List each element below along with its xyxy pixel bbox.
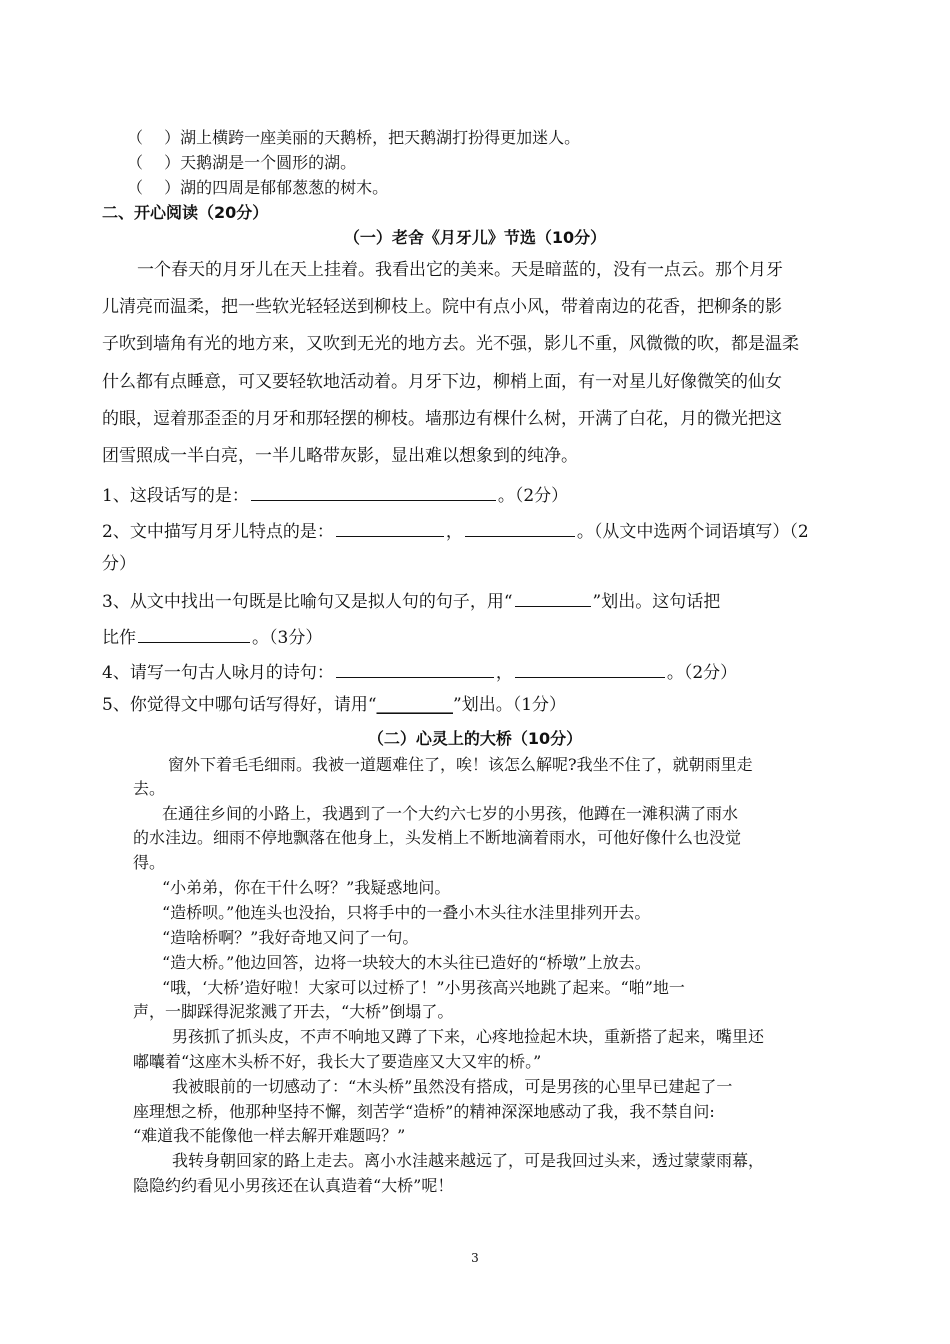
answer-blank[interactable] <box>515 660 665 678</box>
page-number: 3 <box>471 1251 479 1265</box>
answer-blank[interactable] <box>515 589 591 607</box>
story-line: “小弟弟，你在干什么呀？”我疑惑地问。 <box>162 878 451 897</box>
question-text: 5、你觉得文中哪句话写得好，请用“ <box>102 695 377 715</box>
passage-line: 子吹到墙角有光的地方来，又吹到无光的地方去。光不强，影儿不重，风微微的吹，都是温柔 <box>102 334 799 354</box>
answer-blank[interactable] <box>336 519 444 537</box>
story-line: 我被眼前的一切感动了：“木头桥”虽然没有搭成，可是男孩的心里早已建起了一 <box>172 1077 733 1096</box>
question-2-wrap: 分） <box>102 554 136 574</box>
answer-blank[interactable] <box>251 483 496 501</box>
question-text: ”划出。（1分） <box>453 695 567 715</box>
judge-item: （ ）天鹅湖是一个圆形的湖。 <box>127 153 357 172</box>
story-line: 去。 <box>133 779 166 798</box>
question-text: ”划出。这句话把 <box>592 592 721 612</box>
question-text: 4、请写一句古人咏月的诗句： <box>102 663 334 683</box>
answer-blank[interactable] <box>138 625 250 643</box>
question-text: ， <box>445 522 463 542</box>
question-text: 1、这段话写的是： <box>102 486 249 506</box>
question-4 <box>102 660 737 683</box>
section-heading: 二、开心阅读（20分） <box>102 203 269 222</box>
story-line: 嘟囔着“这座木头桥不好，我长大了要造座又大又牢的桥。” <box>133 1052 542 1071</box>
judge-item: （ ）湖上横跨一座美丽的天鹅桥，把天鹅湖打扮得更加迷人。 <box>127 128 581 147</box>
judge-item: （ ）湖的四周是郁郁葱葱的树木。 <box>127 178 389 197</box>
question-text: 。（2分） <box>666 663 738 683</box>
story-line: 得。 <box>133 853 166 872</box>
passage-line: 儿清亮而温柔，把一些软光轻轻送到柳枝上。院中有点小风，带着南边的花香，把柳条的影 <box>102 297 782 317</box>
underline-mark: _________ <box>376 695 454 715</box>
story-line: “难道我不能像他一样去解开难题吗？” <box>133 1126 406 1145</box>
question-3 <box>102 589 720 612</box>
story-line: “造桥呗。”他连头也没抬，只将手中的一叠小木头往水洼里排列开去。 <box>162 903 651 922</box>
passage-line: 团雪照成一半白亮，一半儿略带灰影，显出难以想象到的纯净。 <box>102 446 578 466</box>
story-line: “哦，‘大桥’造好啦！大家可以过桥了！”小男孩高兴地跳了起来。“啪”地一 <box>162 978 685 997</box>
passage-line: 什么都有点睡意，可又要轻软地活动着。月牙下边，柳梢上面，有一对星儿好像微笑的仙女 <box>102 372 782 392</box>
passage-line: 一个春天的月牙儿在天上挂着。我看出它的美来。天是暗蓝的，没有一点云。那个月牙 <box>137 260 783 280</box>
question-text: 。（从文中选两个词语填写）（2 <box>576 522 809 542</box>
part1-title: （一）老舍《月牙儿》节选（10分） <box>343 228 607 247</box>
story-line: “造大桥。”他边回答，边将一块较大的木头往已造好的“桥墩”上放去。 <box>162 953 651 972</box>
question-5 <box>102 695 566 715</box>
story-line: 声，一脚踩得泥浆溅了开去，“大桥”倒塌了。 <box>133 1002 454 1021</box>
question-text: 。（3分） <box>252 628 323 648</box>
story-line: 座理想之桥，他那种坚持不懈，刻苦学“造桥”的精神深深地感动了我，我不禁自问: <box>133 1102 715 1121</box>
story-line: 窗外下着毛毛细雨。我被一道题难住了，唉！该怎么解呢?我坐不住了，就朝雨里走 <box>168 755 753 774</box>
question-2 <box>102 519 809 542</box>
question-text: 。（2分） <box>497 486 569 506</box>
part2-title: （二）心灵上的大桥（10分） <box>367 729 583 748</box>
answer-blank[interactable] <box>336 660 494 678</box>
question-3-wrap <box>102 625 322 648</box>
passage-line: 的眼，逗着那歪歪的月牙和那轻摆的柳枝。墙那边有棵什么树，开满了白花，月的微光把这 <box>102 409 782 429</box>
answer-blank[interactable] <box>465 519 575 537</box>
story-line: 的水洼边。细雨不停地飘落在他身上，头发梢上不断地滴着雨水，可他好像什么也没觉 <box>133 828 742 847</box>
story-line: “造啥桥啊？”我好奇地又问了一句。 <box>162 928 419 947</box>
story-line: 隐隐约约看见小男孩还在认真造着“大桥”呢！ <box>133 1176 454 1195</box>
question-text: 3、从文中找出一句既是比喻句又是拟人句的句子，用“ <box>102 592 513 612</box>
story-line: 男孩抓了抓头皮，不声不响地又蹲了下来，心疼地捡起木块，重新搭了起来，嘴里还 <box>172 1027 765 1046</box>
question-1 <box>102 483 568 506</box>
question-text: 2、文中描写月牙儿特点的是： <box>102 522 334 542</box>
story-line: 我转身朝回家的路上走去。离小水洼越来越远了，可是我回过头来，透过蒙蒙雨幕， <box>172 1151 765 1170</box>
question-text: ， <box>495 663 513 683</box>
question-text: 比作 <box>102 628 136 648</box>
story-line: 在通往乡间的小路上，我遇到了一个大约六七岁的小男孩，他蹲在一滩积满了雨水 <box>162 804 739 823</box>
